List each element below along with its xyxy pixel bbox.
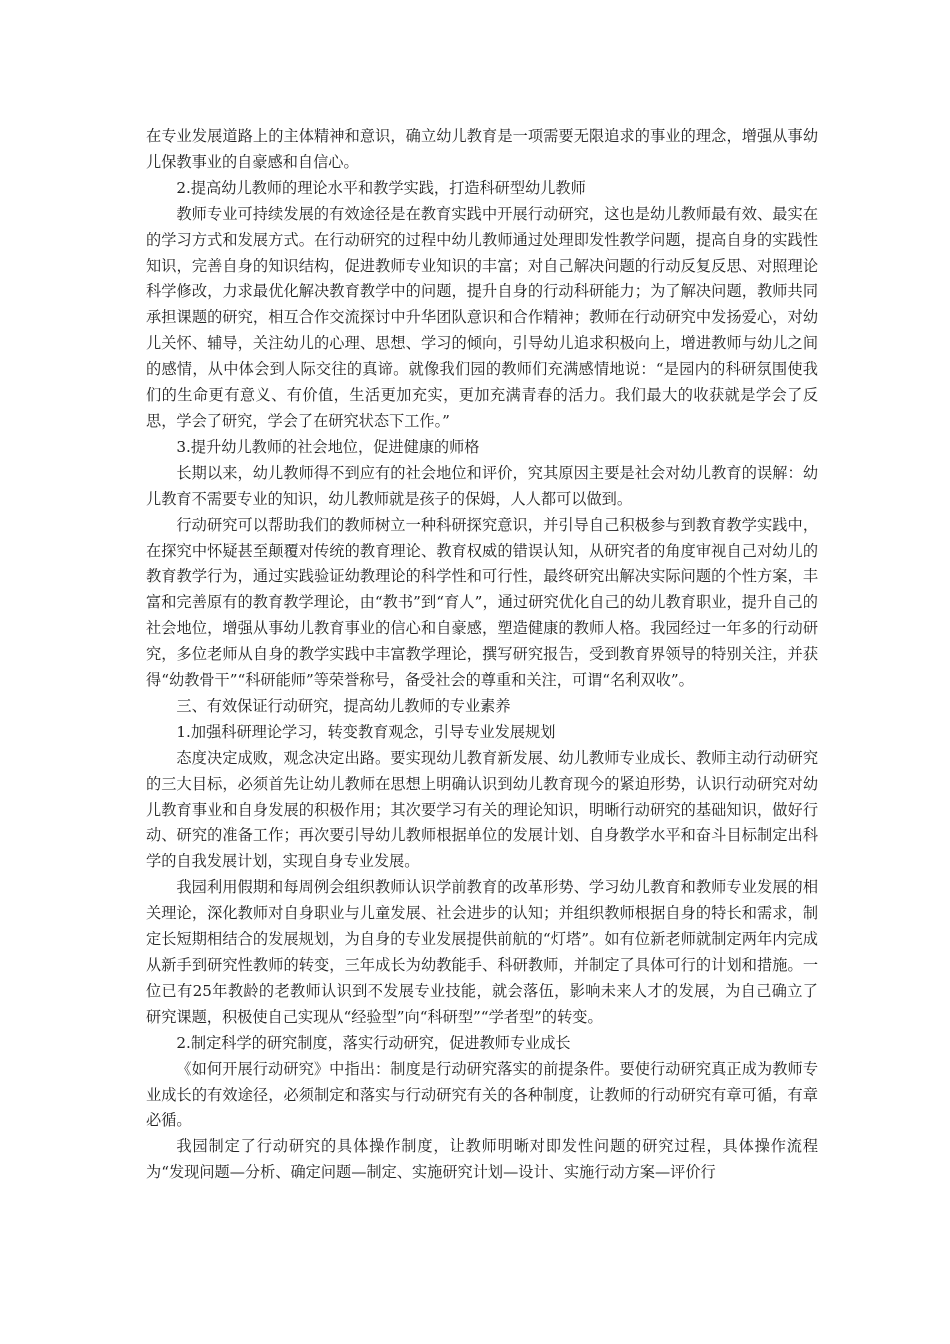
paragraph: 我园利用假期和每周例会组织教师认识学前教育的改革形势、学习幼儿教育和教师专业发展的相关理论，深化教师对自身职业与儿童发展、社会进步的认知；并组织教师根据自身的特长和需求，制定长短期相结合的发展规划，为自身的专业发展提供前航的“灯塔”。如有位新老师就制定两年内完成从新手到研究性教师的转变，三年成长为幼教能手、科研教师，并制定了具体可行的计划和措施。一位已有25年教龄的老教师认识到不发展专业技能，就会落伍，影响未来人才的发展，为自己确立了研究课题，积极使自己实现从“经验型”向“科研型”“学者型”的转变。 <box>146 878 818 1026</box>
paragraph: 我园制定了行动研究的具体操作制度，让教师明晰对即发性问题的研究过程，具体操作流程为“发现问题—分析、确定问题—制定、实施研究计划—设计、实施行动方案—评价行 <box>146 1137 818 1182</box>
section-heading: 3.提升幼儿教师的社会地位，促进健康的师格 <box>176 437 480 456</box>
section-heading: 2.制定科学的研究制度，落实行动研究，促进教师专业成长 <box>176 1033 571 1052</box>
section-heading: 1.加强科研理论学习，转变教育观念，引导专业发展规划 <box>176 722 556 741</box>
paragraph: 态度决定成败，观念决定出路。要实现幼儿教育新发展、幼儿教师专业成长、教师主动行动研究的三大目标，必须首先让幼儿教师在思想上明确认识到幼儿教育现今的紧迫形势，认识行动研究对幼儿教育事业和自身发展的积极作用；其次要学习有关的理论知识，明晰行动研究的基础知识，做好行动、研究的准备工作；再次要引导幼儿教师根据单位的发展计划、自身教学水平和奋斗目标制定出科学的自我发展计划，实现自身专业发展。 <box>146 748 818 871</box>
section-heading: 2.提高幼儿教师的理论水平和教学实践，打造科研型幼儿教师 <box>176 178 586 197</box>
paragraph: 在专业发展道路上的主体精神和意识，确立幼儿教育是一项需要无限追求的事业的理念，增强从事幼儿保教事业的自豪感和自信心。 <box>146 127 818 171</box>
paragraph: 教师专业可持续发展的有效途径是在教育实践中开展行动研究，这也是幼儿教师最有效、最实在的学习方式和发展方式。在行动研究的过程中幼儿教师通过处理即发性教学问题，提高自身的实践性知识，完善自身的知识结构，促进教师专业知识的丰富；对自己解决问题的行动反复反思、对照理论科学修改，力求最优化解决教育教学中的问题，提升自身的行动科研能力；为了解决问题，教师共同承担课题的研究，相互合作交流探讨中升华团队意识和合作精神；教师在行动研究中发扬爱心，对幼儿关怀、辅导，关注幼儿的心理、思想、学习的倾向，引导幼儿追求积极向上，增进教师与幼儿之间的感情，从中体会到人际交往的真谛。就像我们园的教师们充满感情地说：“是园内的科研氛围使我们的生命更有意义、有价值，生活更加充实，更加充满青春的活力。我们最大的收获就是学会了反思，学会了研究，学会了在研究状态下工作。” <box>146 204 818 430</box>
paragraph: 长期以来，幼儿教师得不到应有的社会地位和评价，究其原因主要是社会对幼儿教育的误解：幼儿教育不需要专业的知识，幼儿教师就是孩子的保姆，人人都可以做到。 <box>146 463 818 508</box>
chapter-heading: 三、有效保证行动研究，提高幼儿教师的专业素养 <box>176 696 511 715</box>
document-body <box>146 124 818 1186</box>
paragraph: 行动研究可以帮助我们的教师树立一种科研探究意识，并引导自己积极参与到教育教学实践中，在探究中怀疑甚至颠覆对传统的教育理论、教育权威的错误认知，从研究者的角度审视自己对幼儿的教育教学行为，通过实践验证幼教理论的科学性和可行性，最终研究出解决实际问题的个性方案，丰富和完善原有的教育教学理论，由“教书”到“育人”，通过研究优化自己的幼儿教育职业，提升自己的社会地位，增强从事幼儿教育事业的信心和自豪感，塑造健康的教师人格。我园经过一年多的行动研究，多位老师从自身的教学实践中丰富教学理论，撰写研究报告，受到教育界领导的特别关注，并获得“幼教骨干”“科研能师”等荣誉称号，备受社会的尊重和关注，可谓“名利双收”。 <box>146 515 818 690</box>
paragraph: 《如何开展行动研究》中指出：制度是行动研究落实的前提条件。要使行动研究真正成为教师专业成长的有效途径，必须制定和落实与行动研究有关的各种制度，让教师的行动研究有章可循，有章必循。 <box>146 1059 818 1130</box>
